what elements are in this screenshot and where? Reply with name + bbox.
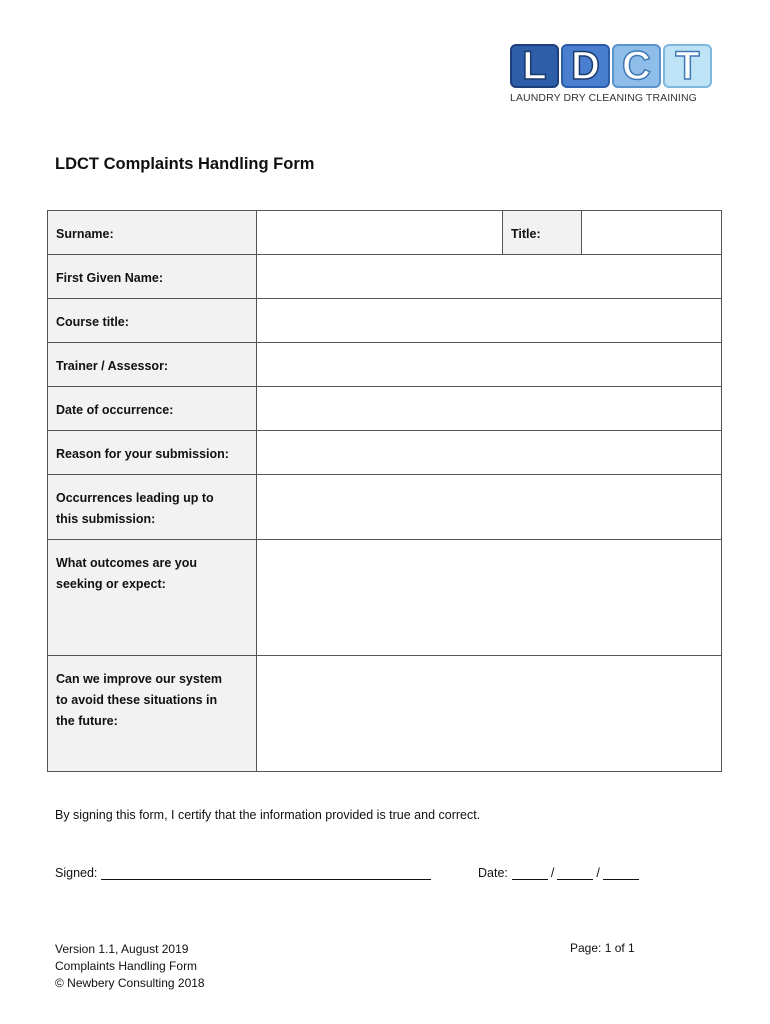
improve-label-line3: the future: [56, 714, 118, 728]
occurrences-label [48, 475, 257, 540]
date-year-line[interactable] [603, 865, 639, 880]
outcomes-field[interactable] [257, 540, 722, 656]
row-outcomes [48, 540, 722, 656]
outcomes-label-line2: seeking or expect: [56, 577, 166, 591]
row-occurrences [48, 475, 722, 540]
form-title: LDCT Complaints Handling Form [55, 155, 315, 173]
occurrences-field[interactable] [257, 475, 722, 540]
trainer-assessor-label: Trainer / Assessor: [48, 343, 257, 387]
ldct-logo [510, 44, 720, 108]
date-of-occurrence-label: Date of occurrence: [48, 387, 257, 431]
date-day-line[interactable] [512, 865, 548, 880]
improve-field[interactable] [257, 656, 722, 772]
date-separator-2: / [596, 866, 600, 880]
row-surname [48, 211, 722, 255]
logo-tiles [510, 44, 720, 88]
date-label: Date: [478, 866, 508, 880]
surname-field[interactable] [257, 211, 503, 255]
outcomes-label-line1: What outcomes are you [56, 556, 197, 570]
trainer-assessor-field[interactable] [257, 343, 722, 387]
surname-label: Surname: [48, 211, 257, 255]
row-date [48, 387, 722, 431]
reason-field[interactable] [257, 431, 722, 475]
first-given-name-field[interactable] [257, 255, 722, 299]
title-field[interactable] [582, 211, 722, 255]
row-first-name [48, 255, 722, 299]
first-given-name-label: First Given Name: [48, 255, 257, 299]
date-separator-1: / [550, 866, 555, 880]
footer-copyright: © Newbery Consulting 2018 [55, 976, 205, 990]
reason-label: Reason for your submission: [48, 431, 257, 475]
improve-label-line1: Can we improve our system [56, 672, 223, 686]
signature-line[interactable] [101, 865, 431, 880]
footer-doc-name: Complaints Handling Form [55, 959, 198, 973]
signed-label: Signed: [55, 866, 98, 880]
logo-tile-c: C [612, 44, 661, 88]
date-row [478, 865, 642, 880]
complaints-form-table [47, 210, 722, 772]
course-title-label: Course title: [48, 299, 257, 343]
logo-tile-l: L [510, 44, 559, 88]
occurrences-label-line1: Occurrences leading up to [56, 491, 214, 505]
row-improve [48, 656, 722, 772]
logo-tile-d: D [561, 44, 610, 88]
occurrences-label-line2: this submission: [56, 512, 156, 526]
improve-label [48, 656, 257, 772]
logo-tile-t: T [663, 44, 712, 88]
logo-subtitle: LAUNDRY DRY CLEANING TRAINING [510, 92, 697, 104]
date-month-line[interactable] [557, 865, 593, 880]
row-reason [48, 431, 722, 475]
title-label: Title: [503, 211, 582, 255]
signature-row [55, 865, 431, 880]
page-number: Page: 1 of 1 [570, 941, 635, 955]
row-course-title [48, 299, 722, 343]
certification-statement: By signing this form, I certify that the information provided is true and correct. [55, 808, 481, 822]
row-trainer [48, 343, 722, 387]
footer-info [55, 941, 205, 992]
improve-label-line2: to avoid these situations in [56, 693, 218, 707]
outcomes-label [48, 540, 257, 656]
course-title-field[interactable] [257, 299, 722, 343]
date-of-occurrence-field[interactable] [257, 387, 722, 431]
footer-version: Version 1.1, August 2019 [55, 942, 189, 956]
